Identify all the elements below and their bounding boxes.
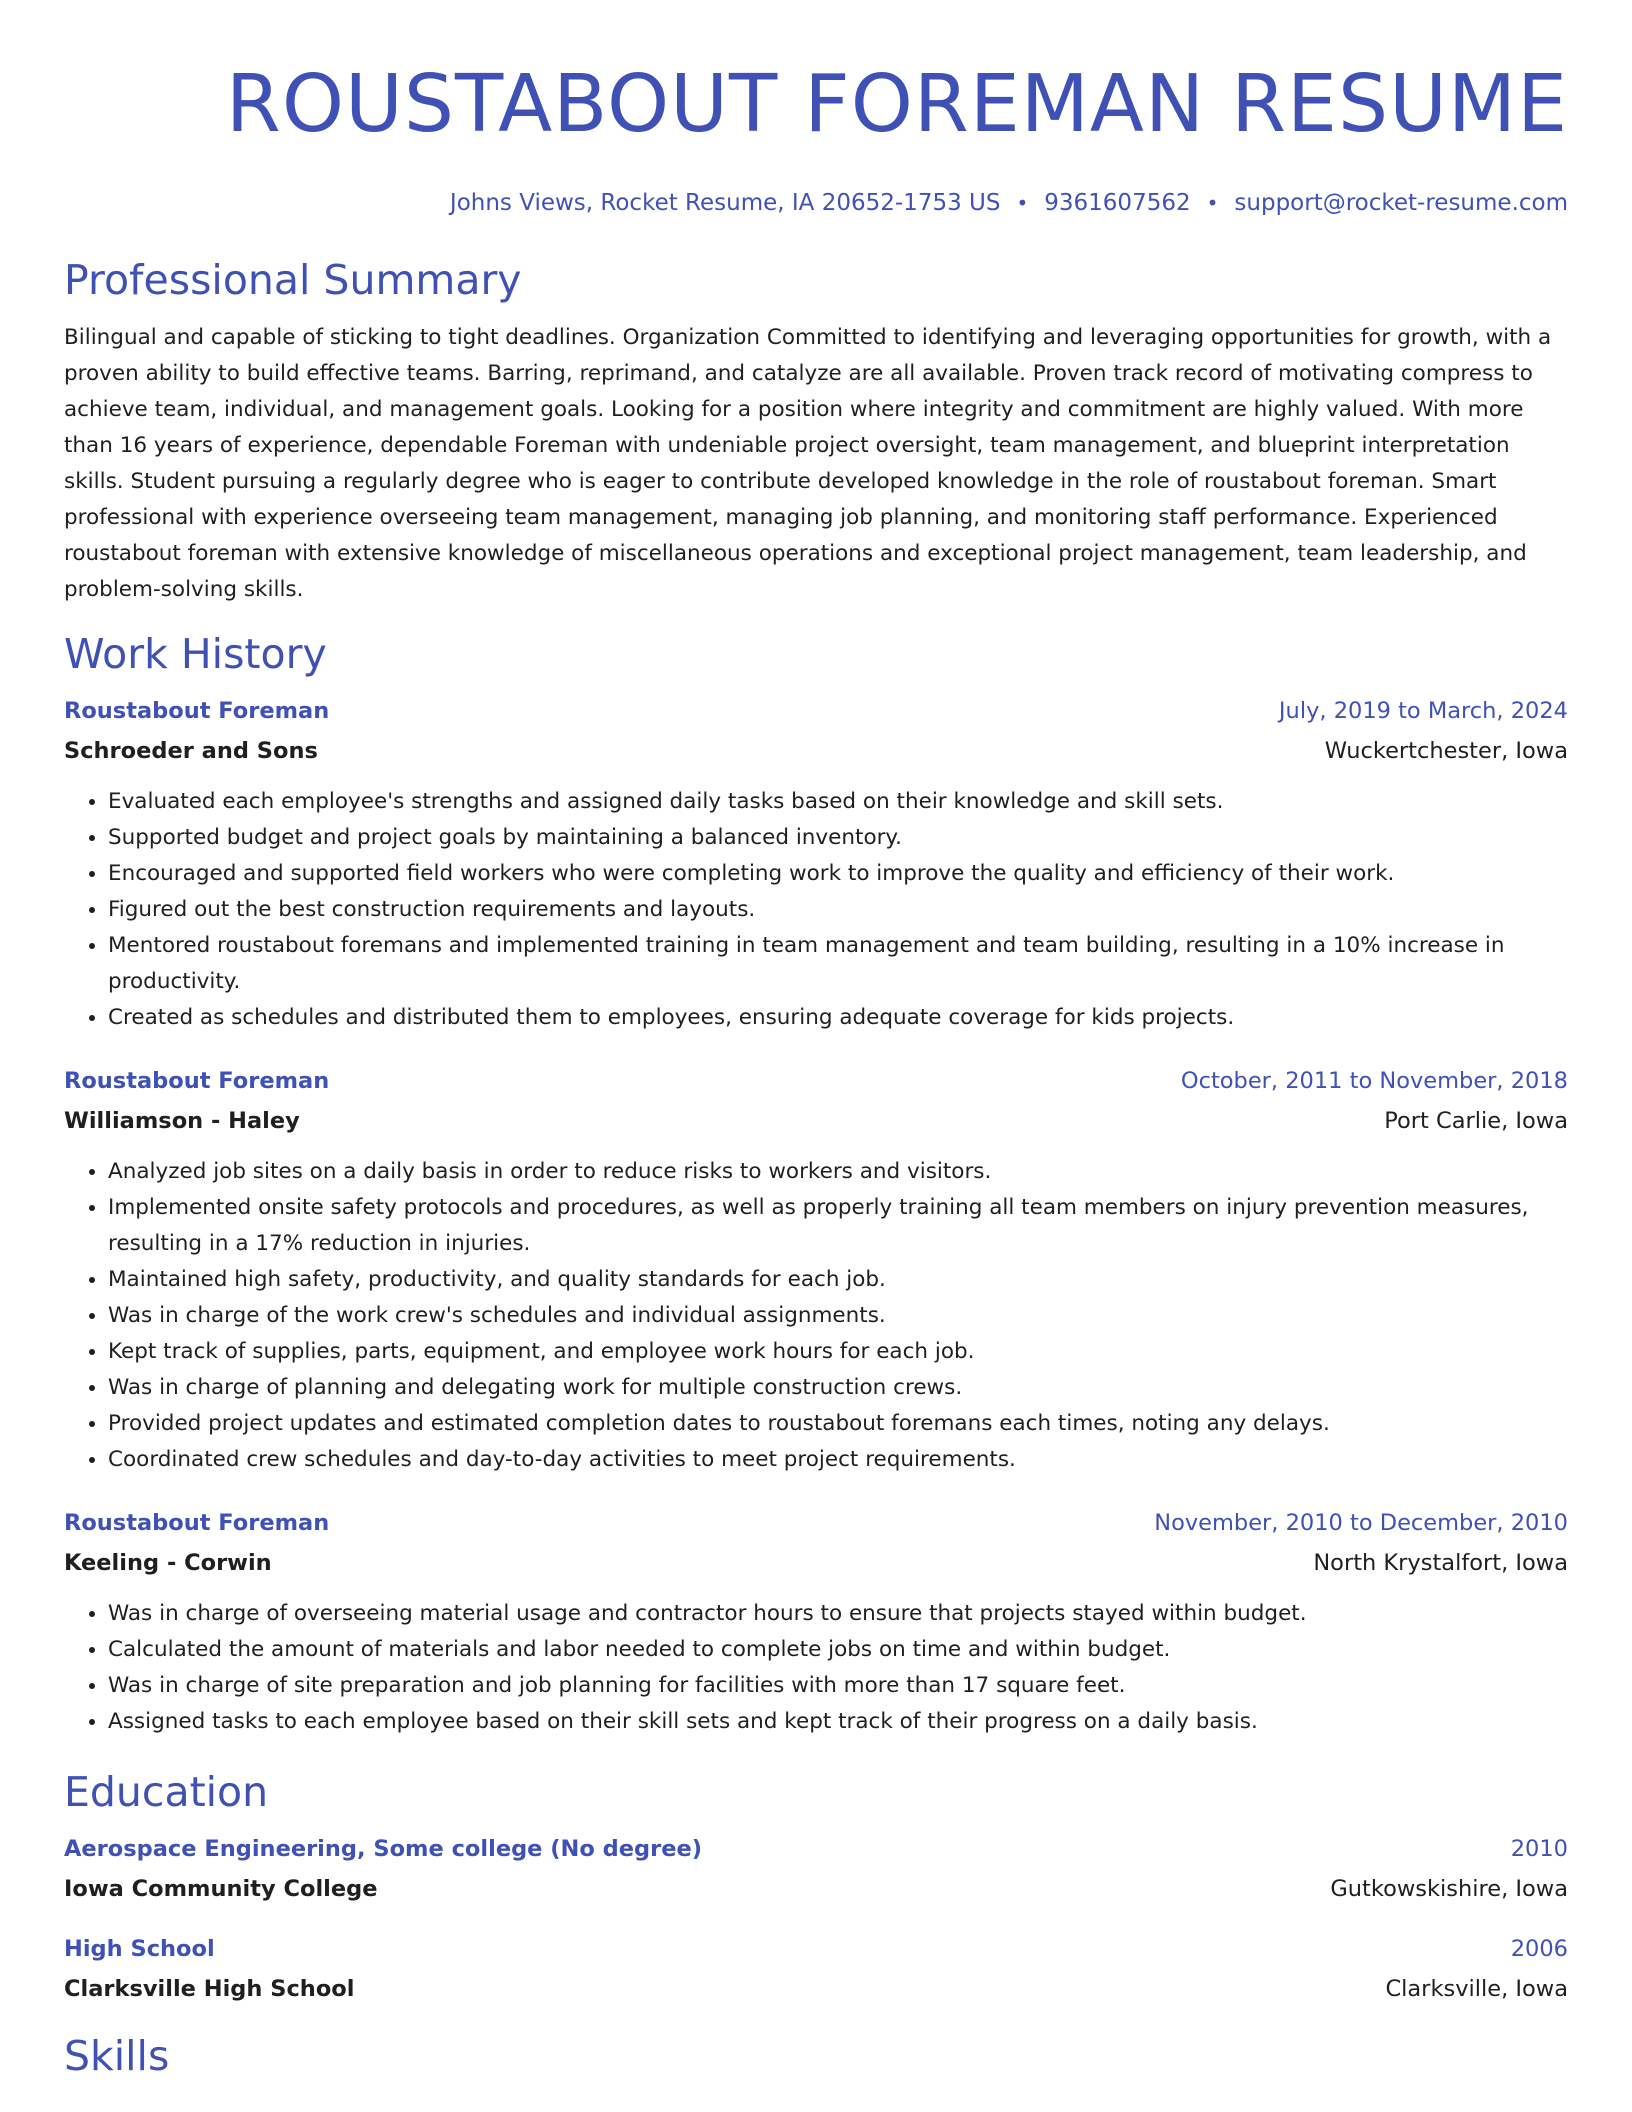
job-company: Schroeder and Sons xyxy=(64,738,318,764)
education-school: Iowa Community College xyxy=(64,1876,378,1902)
job-entry xyxy=(64,1066,1568,1478)
job-bullet: • Was in charge of overseeing material usage and contractor hours to ensure that projects stayed within budget. xyxy=(108,1596,1568,1632)
job-bullets xyxy=(64,784,1568,1036)
job-location: Port Carlie, Iowa xyxy=(1384,1108,1568,1134)
contact-separator: • xyxy=(1016,191,1029,215)
education-year: 2010 xyxy=(1510,1836,1568,1862)
job-bullet: • Evaluated each employee's strengths and assigned daily tasks based on their knowledge and skill sets. xyxy=(108,784,1568,820)
education-entry xyxy=(64,1934,1568,2004)
job-bullet: • Calculated the amount of materials and labor needed to complete jobs on time and within budget. xyxy=(108,1632,1568,1668)
job-bullet: • Maintained high safety, productivity, and quality standards for each job. xyxy=(108,1262,1568,1298)
education-degree: High School xyxy=(64,1936,215,1962)
job-title: Roustabout Foreman xyxy=(64,1510,330,1536)
job-bullet: • Supported budget and project goals by maintaining a balanced inventory. xyxy=(108,820,1568,856)
job-bullet: • Implemented onsite safety protocols and procedures, as well as properly training all team members on injury prevention measures, resulting in a 17% reduction in injuries. xyxy=(108,1190,1568,1262)
job-location: Wuckertchester, Iowa xyxy=(1324,738,1568,764)
summary-heading: Professional Summary xyxy=(64,256,522,304)
job-bullet: • Mentored roustabout foremans and implemented training in team management and team building, resulting in a 10% increase in productivity. xyxy=(108,928,1568,1000)
job-dates: October, 2011 to November, 2018 xyxy=(1180,1068,1568,1094)
job-bullet: • Was in charge of planning and delegating work for multiple construction crews. xyxy=(108,1370,1568,1406)
education-location: Clarksville, Iowa xyxy=(1385,1976,1568,2002)
education-location: Gutkowskishire, Iowa xyxy=(1330,1876,1568,1902)
job-bullets xyxy=(64,1596,1568,1740)
skills-heading: Skills xyxy=(64,2032,170,2080)
job-entry xyxy=(64,1508,1568,1740)
job-bullets xyxy=(64,1154,1568,1478)
education-year: 2006 xyxy=(1510,1936,1568,1962)
work-history-heading: Work History xyxy=(64,630,327,678)
job-dates: November, 2010 to December, 2010 xyxy=(1154,1510,1568,1536)
job-bullet: • Encouraged and supported field workers who were completing work to improve the quality and efficiency of their work. xyxy=(108,856,1568,892)
job-company: Keeling - Corwin xyxy=(64,1550,272,1576)
contact-email: support@rocket-resume.com xyxy=(1234,190,1568,216)
education-heading: Education xyxy=(64,1768,269,1816)
job-location: North Krystalfort, Iowa xyxy=(1313,1550,1568,1576)
job-entry xyxy=(64,696,1568,1036)
contact-address: Johns Views, Rocket Resume, IA 20652-1753 US xyxy=(449,190,1001,216)
resume-title: ROUSTABOUT FOREMAN RESUME xyxy=(225,58,1568,150)
contact-phone: 9361607562 xyxy=(1044,190,1191,216)
job-bullet: • Was in charge of the work crew's schedules and individual assignments. xyxy=(108,1298,1568,1334)
job-title: Roustabout Foreman xyxy=(64,1068,330,1094)
job-bullet: • Coordinated crew schedules and day-to-day activities to meet project requirements. xyxy=(108,1442,1568,1478)
contact-separator: • xyxy=(1206,191,1219,215)
job-bullet: • Created as schedules and distributed them to employees, ensuring adequate coverage for kids projects. xyxy=(108,1000,1568,1036)
job-bullet: • Provided project updates and estimated completion dates to roustabout foremans each times, noting any delays. xyxy=(108,1406,1568,1442)
job-bullet: • Assigned tasks to each employee based on their skill sets and kept track of their progress on a daily basis. xyxy=(108,1704,1568,1740)
education-entry xyxy=(64,1834,1568,1904)
job-bullet: • Was in charge of site preparation and job planning for facilities with more than 17 square feet. xyxy=(108,1668,1568,1704)
job-company: Williamson - Haley xyxy=(64,1108,300,1134)
contact-line xyxy=(64,188,1568,218)
job-bullet: • Kept track of supplies, parts, equipment, and employee work hours for each job. xyxy=(108,1334,1568,1370)
job-dates: July, 2019 to March, 2024 xyxy=(1278,698,1568,724)
job-title: Roustabout Foreman xyxy=(64,698,330,724)
education-degree: Aerospace Engineering, Some college (No degree) xyxy=(64,1836,703,1862)
education-school: Clarksville High School xyxy=(64,1976,355,2002)
job-bullet: • Figured out the best construction requirements and layouts. xyxy=(108,892,1568,928)
job-bullet: • Analyzed job sites on a daily basis in order to reduce risks to workers and visitors. xyxy=(108,1154,1568,1190)
summary-text: Bilingual and capable of sticking to tight deadlines. Organization Committed to identifying and leveraging opportunities for growth, with a proven ability to build effective teams. Barring, reprimand, and catalyze are all available. Proven track record of motivating compress to achieve team, individual, and management goals. Looking for a position where integrity and commitment are highly valued. With more than 16 years of experience, dependable Foreman with undeniable project oversight, team management, and blueprint interpretation skills. Student pursuing a regularly degree who is eager to contribute developed knowledge in the role of roustabout foreman. Smart professional with experience overseeing team management, managing job planning, and monitoring staff performance. Experienced roustabout foreman with extensive knowledge of miscellaneous operations and exceptional project management, team leadership, and problem-solving skills. xyxy=(64,325,1552,602)
